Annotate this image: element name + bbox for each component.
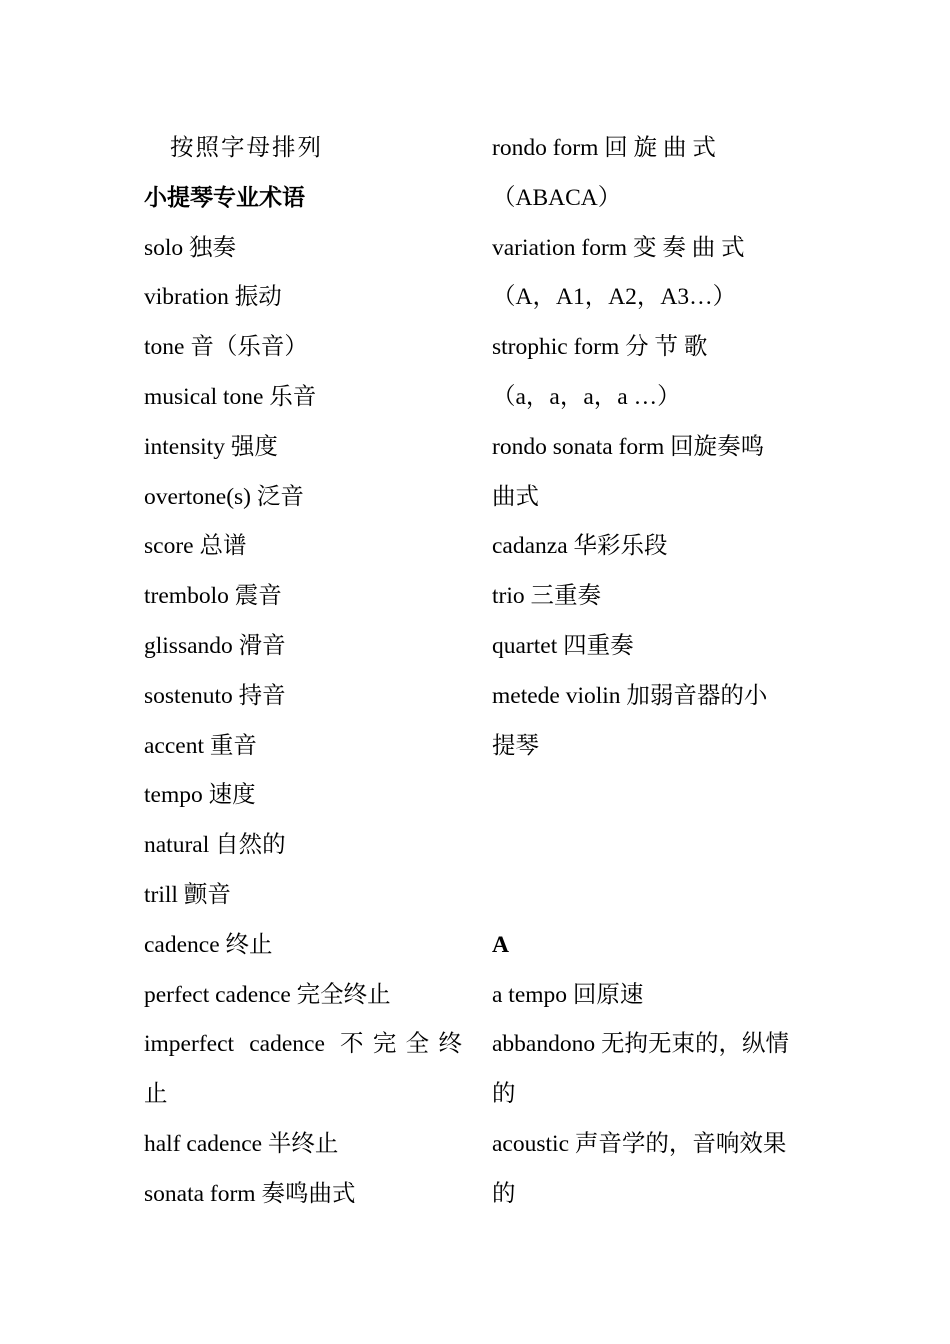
section-letter-heading: A — [492, 931, 509, 958]
term-line: trill 颤音 — [144, 881, 231, 908]
term-line: variation form 变 奏 曲 式 — [492, 234, 745, 261]
term-line: overtone(s) 泛音 — [144, 483, 304, 510]
term-line-continuation: （ABACA） — [492, 184, 622, 211]
term-line: trio 三重奏 — [492, 583, 602, 610]
term-line: sonata form 奏鸣曲式 — [144, 1180, 356, 1207]
term-line: strophic form 分 节 歌 — [492, 334, 708, 361]
document-title: 小提琴专业术语 — [144, 184, 305, 211]
spacer — [492, 871, 810, 921]
term-line: perfect cadence 完全终止 — [144, 981, 391, 1008]
term-line: intensity 强度 — [144, 433, 278, 460]
term-line: vibration 振动 — [144, 284, 282, 311]
term-line-continuation: 的 — [492, 1081, 516, 1108]
term-line: cadence 终止 — [144, 931, 273, 958]
term-line: acoustic 声音学的，音响效果 — [492, 1130, 787, 1157]
left-column — [144, 124, 462, 1220]
spacer — [492, 821, 810, 871]
term-line-continuation: （a，a，a，a …） — [492, 383, 681, 410]
term-line-continuation: （A，A1，A2，A3…） — [492, 284, 737, 311]
term-line: quartet 四重奏 — [492, 632, 634, 659]
term-line: imperfect cadence 不完全终 — [144, 1031, 462, 1058]
term-line: score 总谱 — [144, 533, 247, 560]
term-line: glissando 滑音 — [144, 632, 286, 659]
term-line: cadanza 华彩乐段 — [492, 533, 668, 560]
term-line: half cadence 半终止 — [144, 1130, 339, 1157]
term-line: tone 音（乐音） — [144, 334, 308, 361]
term-line: a tempo 回原速 — [492, 981, 644, 1008]
term-line: accent 重音 — [144, 732, 257, 759]
spacer — [492, 771, 810, 821]
right-column — [492, 124, 810, 1220]
term-line-continuation: 的 — [492, 1180, 516, 1207]
term-line: musical tone 乐音 — [144, 383, 317, 410]
term-line: natural 自然的 — [144, 832, 286, 859]
term-line: tempo 速度 — [144, 782, 256, 809]
term-line: sostenuto 持音 — [144, 682, 286, 709]
term-line-continuation: 止 — [144, 1081, 168, 1108]
term-line: solo 独奏 — [144, 234, 237, 261]
sort-note-heading: 按照字母排列 — [170, 135, 323, 161]
term-line: rondo form 回 旋 曲 式 — [492, 135, 716, 161]
term-line: abbandono 无拘无束的，纵情 — [492, 1031, 789, 1058]
term-line-continuation: 提琴 — [492, 732, 539, 759]
term-line: rondo sonata form 回旋奏鸣 — [492, 433, 765, 460]
term-line-continuation: 曲式 — [492, 483, 539, 510]
term-line: metede violin 加弱音器的小 — [492, 682, 768, 709]
term-line: trembolo 震音 — [144, 583, 282, 610]
